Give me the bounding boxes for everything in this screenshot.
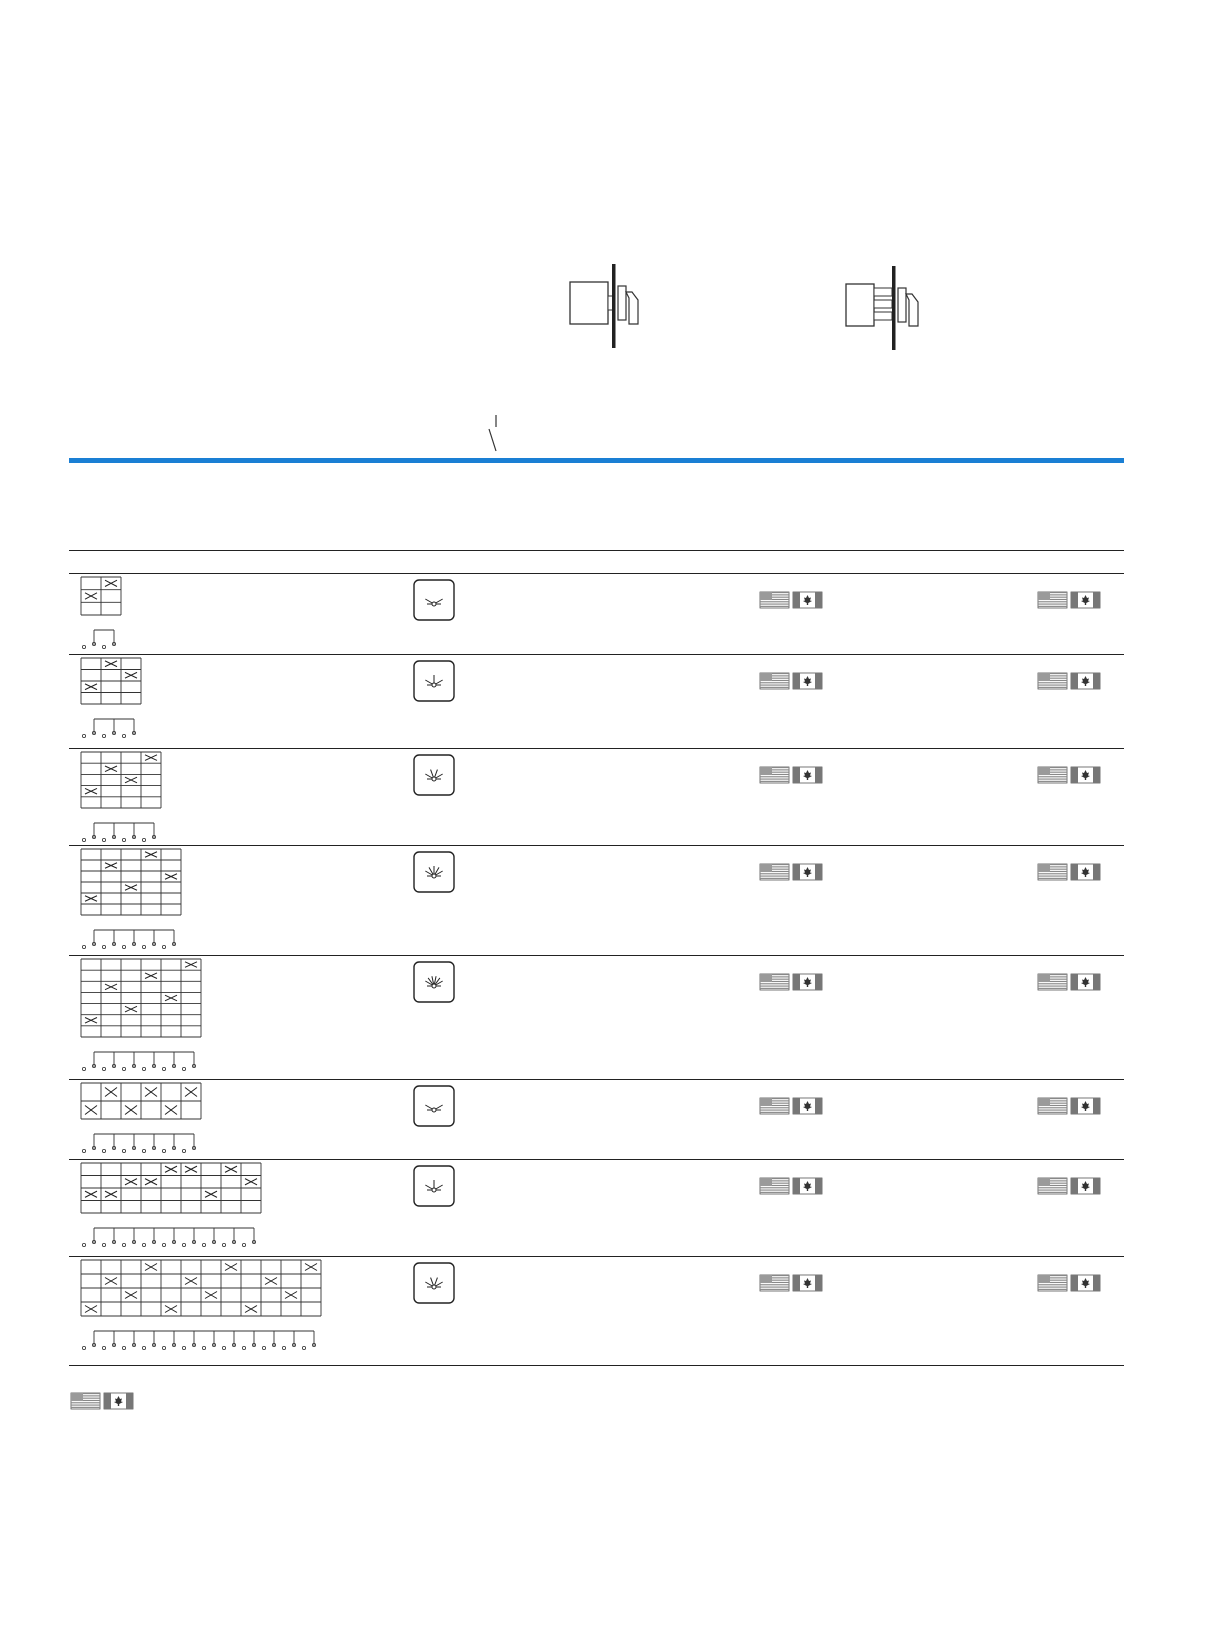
- us-flag-icon: [760, 1098, 789, 1114]
- canada-flag-icon: [1071, 1178, 1100, 1194]
- table-rule: [69, 955, 1124, 956]
- canada-flag-icon: [793, 1275, 822, 1291]
- switching-diagram: [80, 1162, 264, 1252]
- contact-grid: [80, 657, 144, 743]
- table-header-rule: [69, 550, 1124, 551]
- canada-flag-icon: [793, 592, 822, 608]
- approval-icons-column-1: [760, 592, 822, 608]
- canada-flag-icon: [793, 1098, 822, 1114]
- approval-icons-column-1: [760, 767, 822, 783]
- canada-flag-icon: [1071, 864, 1100, 880]
- switching-diagram: [80, 1082, 204, 1158]
- approval-icons-column-1: [760, 974, 822, 990]
- us-flag-icon: [760, 864, 789, 880]
- canada-flag-icon: [793, 974, 822, 990]
- us-flag-icon: [760, 673, 789, 689]
- us-flag-icon: [760, 1275, 789, 1291]
- contact-grid: [80, 1259, 324, 1355]
- us-flag-icon: [1038, 673, 1067, 689]
- canada-flag-icon: [1071, 767, 1100, 783]
- table-rule: [69, 1256, 1124, 1257]
- canada-flag-icon: [793, 1178, 822, 1194]
- switch-front-mount-drawing: [568, 264, 643, 354]
- canada-flag-icon: [1071, 974, 1100, 990]
- contact-grid: [80, 848, 184, 954]
- approval-icons-column-2: [1038, 673, 1100, 689]
- approval-icons-column-2: [1038, 864, 1100, 880]
- canada-flag-icon: [1071, 1098, 1100, 1114]
- us-flag-icon: [1038, 864, 1067, 880]
- us-flag-icon: [71, 1393, 100, 1409]
- approval-icons-column-2: [1038, 1178, 1100, 1194]
- table-rule: [69, 1159, 1124, 1160]
- switching-diagram: [80, 657, 144, 743]
- table-rule: [69, 1365, 1124, 1366]
- us-flag-icon: [1038, 767, 1067, 783]
- dial-3-position-icon: [413, 1165, 455, 1207]
- canada-flag-icon: [793, 673, 822, 689]
- dial-4-position-icon: [413, 754, 455, 796]
- us-flag-icon: [1038, 1098, 1067, 1114]
- us-flag-icon: [1038, 592, 1067, 608]
- dial-6-position-icon: [413, 961, 455, 1003]
- approval-icons-column-1: [760, 864, 822, 880]
- us-flag-icon: [760, 974, 789, 990]
- switching-diagram: [80, 848, 184, 954]
- canada-flag-icon: [793, 864, 822, 880]
- contact-grid: [80, 958, 204, 1076]
- us-flag-icon: [760, 1178, 789, 1194]
- switching-diagram: [80, 751, 164, 847]
- table-rule: [69, 573, 1124, 574]
- canada-flag-icon: [1071, 592, 1100, 608]
- normally-open-contact-icon: [488, 415, 502, 455]
- contact-grid: [80, 1082, 204, 1158]
- us-flag-icon: [1038, 974, 1067, 990]
- approval-icons-column-2: [1038, 767, 1100, 783]
- canada-flag-icon: [1071, 1275, 1100, 1291]
- approval-icons-column-1: [760, 1275, 822, 1291]
- approval-icons-column-2: [1038, 974, 1100, 990]
- contact-grid: [80, 751, 164, 847]
- dial-2-position-icon: [413, 579, 455, 621]
- dial-5-position-icon: [413, 851, 455, 893]
- switching-diagram: [80, 576, 124, 654]
- us-flag-icon: [1038, 1178, 1067, 1194]
- approval-icons-column-1: [760, 1178, 822, 1194]
- switching-diagram: [80, 958, 204, 1076]
- switching-diagram: [80, 1259, 324, 1355]
- contact-grid: [80, 576, 124, 654]
- canada-flag-icon: [104, 1393, 133, 1409]
- table-rule: [69, 1079, 1124, 1080]
- approval-icons-column-1: [760, 1098, 822, 1114]
- dial-4-position-icon: [413, 1262, 455, 1304]
- contact-grid: [80, 1162, 264, 1252]
- switch-stacked-mount-drawing: [844, 266, 924, 356]
- approval-icons-column-2: [1038, 592, 1100, 608]
- us-flag-icon: [760, 592, 789, 608]
- approval-legend: [71, 1393, 133, 1409]
- table-rule: [69, 845, 1124, 846]
- table-rule: [69, 654, 1124, 655]
- approval-icons-column-2: [1038, 1275, 1100, 1291]
- canada-flag-icon: [1071, 673, 1100, 689]
- canada-flag-icon: [793, 767, 822, 783]
- us-flag-icon: [760, 767, 789, 783]
- section-divider: [69, 458, 1124, 463]
- dial-2-position-icon: [413, 1085, 455, 1127]
- table-rule: [69, 748, 1124, 749]
- approval-icons-column-2: [1038, 1098, 1100, 1114]
- approval-icons-column-1: [760, 673, 822, 689]
- us-flag-icon: [1038, 1275, 1067, 1291]
- dial-3-position-icon: [413, 660, 455, 702]
